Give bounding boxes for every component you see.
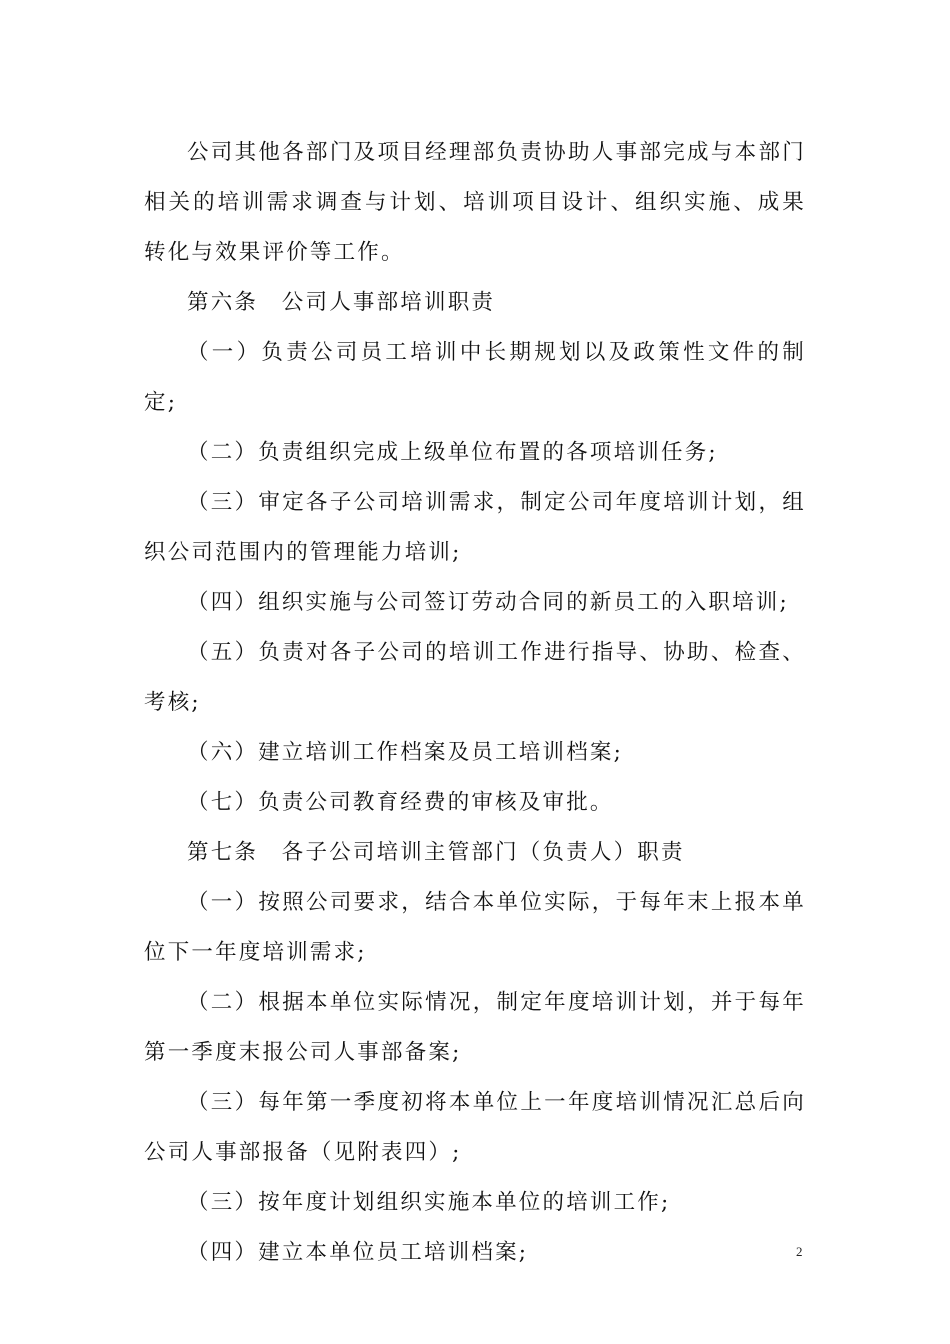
list-item: （四）建立本单位员工培训档案; — [187, 1240, 529, 1265]
document-body — [144, 128, 806, 1278]
article-six-heading: 第六条 公司人事部培训职责 — [187, 290, 496, 315]
page-number: 2 — [796, 1244, 803, 1259]
list-item: （一）负责公司员工培训中长期规划以及政策性文件的制定; — [144, 340, 806, 415]
list-item: （二）负责组织完成上级单位布置的各项培训任务; — [187, 440, 718, 465]
list-item: （五）负责对各子公司的培训工作进行指导、协助、检查、考核; — [144, 640, 806, 715]
list-item: （六）建立培训工作档案及员工培训档案; — [187, 740, 624, 765]
list-item: （三）按年度计划组织实施本单位的培训工作; — [187, 1190, 671, 1215]
list-item: （三）每年第一季度初将本单位上一年度培训情况汇总后向公司人事部报备（见附表四）; — [144, 1090, 806, 1165]
list-item: （三）审定各子公司培训需求，制定公司年度培训计划，组织公司范围内的管理能力培训; — [144, 490, 806, 565]
list-item: （一）按照公司要求，结合本单位实际，于每年末上报本单位下一年度培训需求; — [144, 890, 806, 965]
list-item: （二）根据本单位实际情况，制定年度培训计划，并于每年第一季度末报公司人事部备案; — [144, 990, 806, 1065]
list-item: （四）组织实施与公司签订劳动合同的新员工的入职培训; — [187, 590, 789, 615]
list-item: （七）负责公司教育经费的审核及审批。 — [187, 790, 614, 815]
article-seven-heading: 第七条 各子公司培训主管部门（负责人）职责 — [187, 840, 685, 865]
paragraph-intro: 公司其他各部门及项目经理部负责协助人事部完成与本部门相关的培训需求调查与计划、培训项目设计、组织实施、成果转化与效果评价等工作。 — [144, 140, 806, 265]
